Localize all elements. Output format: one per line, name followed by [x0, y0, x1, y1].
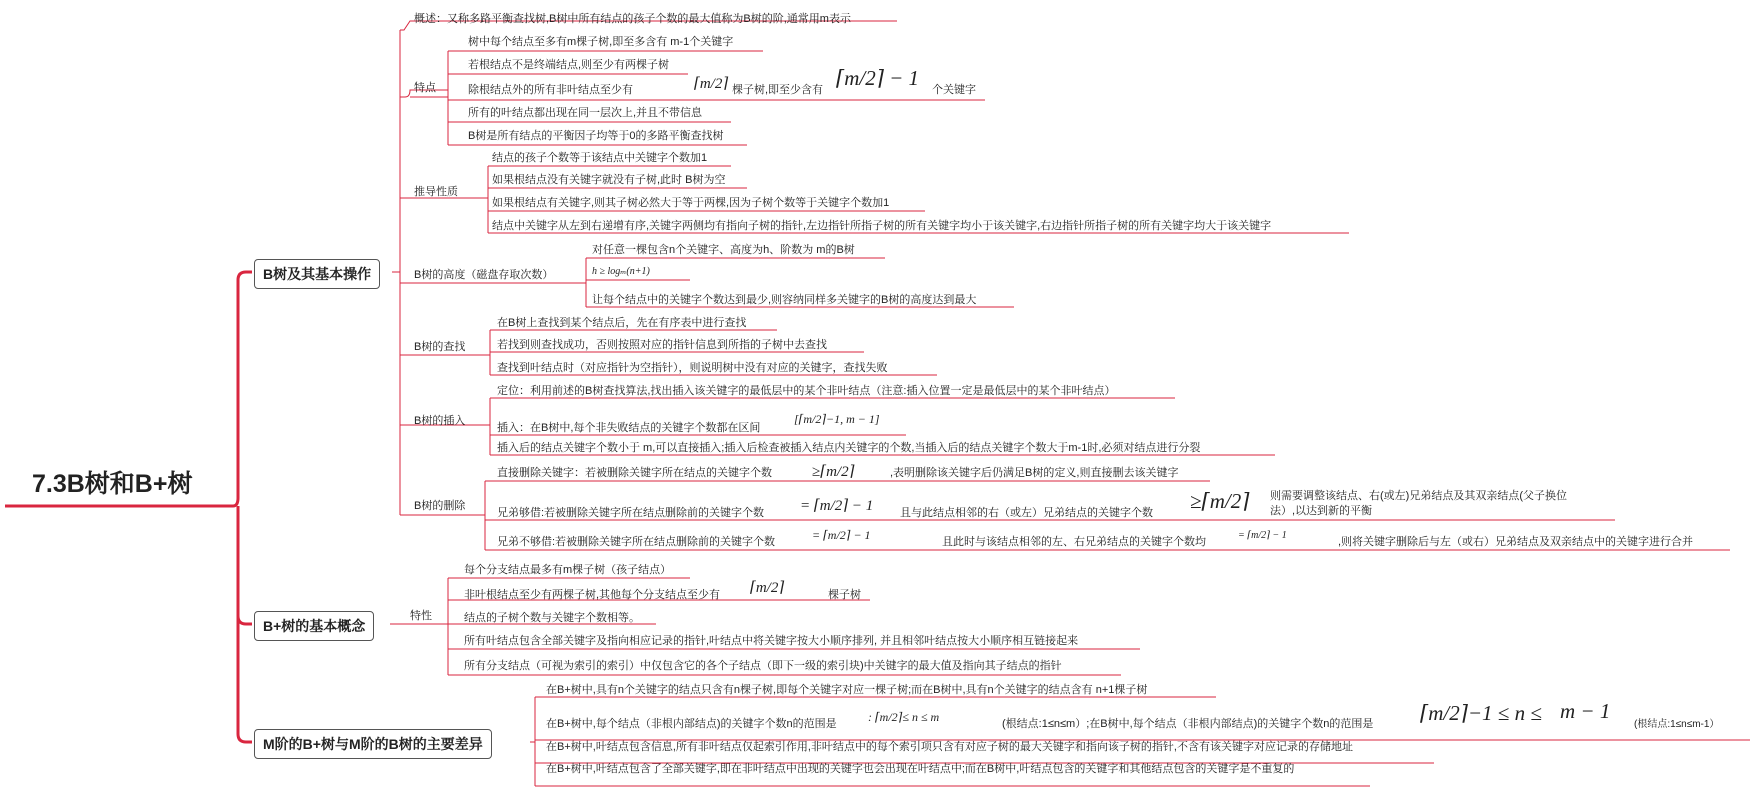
diff-item-2c: (根结点:1≤n≤m-1）: [1634, 719, 1720, 730]
height-item-1: 对任意一棵包含n个关键字、高度为h、阶数为 m的B树: [592, 244, 855, 256]
delete-formula-4: = ⌈m/2⌉ − 1: [812, 528, 871, 542]
delete-label: B树的删除: [414, 500, 466, 512]
delete-formula-1: ≥⌈m/2⌉: [812, 464, 855, 480]
delete-item-2c1: 则需要调整该结点、右(或左)兄弟结点及其双亲结点(父子换位: [1270, 490, 1567, 502]
insert-item-3: 插入后的结点关键字个数小于 m,可以直接插入;插入后检查被插入结点内关键字的个数,当插入后的结点关键字个数大于m-1时,必须对结点进行分裂: [497, 442, 1201, 454]
diff-formula-2: ⌈m/2⌉−1 ≤ n ≤: [1420, 701, 1542, 725]
derived-item-1: 结点的孩子个数等于该结点中关键字个数加1: [492, 152, 708, 164]
bplus-item-1: 每个分支结点最多有m棵子树（孩子结点）: [464, 564, 672, 576]
search-item-1: 在B树上查找到某个结点后，先在有序表中进行查找: [497, 317, 747, 329]
delete-item-1b: ,表明删除该关键字后仍满足B树的定义,则直接删去该关键字: [890, 467, 1179, 479]
bplus-item-2a: 非叶根结点至少有两棵子树,其他每个分支结点至少有: [464, 589, 721, 601]
feature-item-5: B树是所有结点的平衡因子均等于0的多路平衡查找树: [468, 130, 724, 142]
bplus-item-5: 所有分支结点（可视为索引的索引）中仅包含它的各个子结点（即下一级的索引块)中关键字的最大值及指向其子结点的指针: [464, 660, 1062, 672]
feature-item-4: 所有的叶结点都出现在同一层次上,并且不带信息: [468, 107, 703, 119]
overview-text: 概述：又称多路平衡查找树,B树中所有结点的孩子个数的最大值称为B树的阶,通常用m表示: [414, 13, 851, 25]
feature-item-1: 树中每个结点至多有m棵子树,即至多含有 m-1个关键字: [468, 36, 734, 48]
delete-formula-2: = ⌈m/2⌉ − 1: [800, 498, 874, 514]
insert-item-1: 定位：利用前述的B树查找算法,找出插入该关键字的最低层中的某个非叶结点（注意:插入位置一定是最低层中的某个非叶结点）: [497, 385, 1116, 397]
delete-item-2b: 且与此结点相邻的右（或左）兄弟结点的关键字个数: [900, 507, 1153, 519]
branch-b-tree[interactable]: B树及其基本操作: [254, 259, 380, 289]
feature-formula-2: ⌈m/2⌉ − 1: [836, 66, 920, 90]
delete-item-2c2: 法）,以达到新的平衡: [1270, 505, 1373, 517]
search-item-3: 查找到叶结点时（对应指针为空指针），则说明树中没有对应的关键字，查找失败: [497, 362, 888, 374]
derived-item-3: 如果根结点有关键字,则其子树必然大于等于两棵,因为子树个数等于关键字个数加1: [492, 197, 890, 209]
delete-item-3c: ,则将关键字删除后与左（或右）兄弟结点及双亲结点中的关键字进行合并: [1338, 536, 1694, 548]
delete-item-3a: 兄弟不够借:若被删除关键字所在结点删除前的关键字个数: [497, 536, 776, 548]
derived-item-2: 如果根结点没有关键字就没有子树,此时 B树为空: [492, 174, 726, 186]
bplus-formula: ⌈m/2⌉: [750, 580, 785, 596]
feature-item-3c: 个关键字: [932, 84, 976, 96]
branch-differences[interactable]: M阶的B+树与M阶的B树的主要差异: [254, 729, 492, 759]
insert-item-2a: 插入：在B树中,每个非失败结点的关键字个数都在区间: [497, 422, 761, 434]
height-label: B树的高度（磁盘存取次数）: [414, 269, 554, 281]
feature-formula-1: ⌈m/2⌉: [694, 76, 729, 92]
diff-item-2b: (根结点:1≤n≤m）;在B树中,每个结点（非根内部结点)的关键字个数n的范围是: [1002, 718, 1374, 730]
insert-formula: [⌈m/2⌉−1, m − 1]: [794, 412, 880, 426]
feature-item-3b: 棵子树,即至少含有: [732, 84, 824, 96]
diff-item-4: 在B+树中,叶结点包含了全部关键字,即在非叶结点中出现的关键字也会出现在叶结点中;而在B树中,叶结点包含的关键字和其他结点包含的关键字是不重复的: [546, 763, 1295, 775]
search-label: B树的查找: [414, 341, 466, 353]
derived-item-4: 结点中关键字从左到右递增有序,关键字两侧均有指向子树的指针,左边指针所指子树的所有关键字均小于该关键字,右边指针所指子树的所有关键字均大于该关键字: [492, 220, 1272, 232]
diff-item-2a: 在B+树中,每个结点（非根内部结点)的关键字个数n的范围是: [546, 718, 837, 730]
diff-formula-3: m − 1: [1560, 699, 1611, 723]
feature-item-2: 若根结点不是终端结点,则至少有两棵子树: [468, 59, 670, 71]
delete-formula-5: = ⌈m/2⌉ − 1: [1238, 530, 1287, 541]
height-formula: h ≥ logₘ(n+1): [592, 266, 650, 277]
delete-item-3b: 且此时与该结点相邻的左、右兄弟结点的关键字个数均: [942, 536, 1206, 548]
diff-item-1: 在B+树中,具有n个关键字的结点只含有n棵子树,即每个关键字对应一棵子树;而在B树中,具有n个关键字的结点含有 n+1棵子树: [546, 684, 1148, 696]
delete-item-1a: 直接删除关键字：若被删除关键字所在结点的关键字个数: [497, 467, 772, 479]
insert-label: B树的插入: [414, 415, 466, 427]
diff-item-3: 在B+树中,叶结点包含信息,所有非叶结点仅起索引作用,非叶结点中的每个索引项只含有对应子树的最大关键字和指向该子树的指针,不含有该关键字对应记录的存储地址: [546, 741, 1353, 753]
bplus-item-2b: 棵子树: [828, 589, 861, 601]
bplus-item-3: 结点的子树个数与关键字个数相等。: [464, 612, 640, 624]
features-label: 特点: [414, 82, 436, 94]
delete-formula-3: ≥⌈m/2⌉: [1190, 489, 1250, 513]
height-item-3: 让每个结点中的关键字个数达到最少,则容纳同样多关键字的B树的高度达到最大: [592, 294, 977, 306]
branch-bplus-concept[interactable]: B+树的基本概念: [254, 611, 374, 641]
bplus-feature-label: 特性: [410, 610, 432, 622]
delete-item-2a: 兄弟够借:若被删除关键字所在结点删除前的关键字个数: [497, 507, 765, 519]
search-item-2: 若找到则查找成功，否则按照对应的指针信息到所指的子树中去查找: [497, 339, 827, 351]
feature-item-3a: 除根结点外的所有非叶结点至少有: [468, 84, 633, 96]
root-topic[interactable]: 7.3B树和B+树: [32, 470, 193, 498]
diff-formula-1: : ⌈m/2⌉≤ n ≤ m: [868, 710, 940, 724]
bplus-item-4: 所有叶结点包含全部关键字及指向相应记录的指针,叶结点中将关键字按大小顺序排列, 并且相邻叶结点按大小顺序相互链接起来: [464, 635, 1079, 647]
derived-label: 推导性质: [414, 186, 458, 198]
